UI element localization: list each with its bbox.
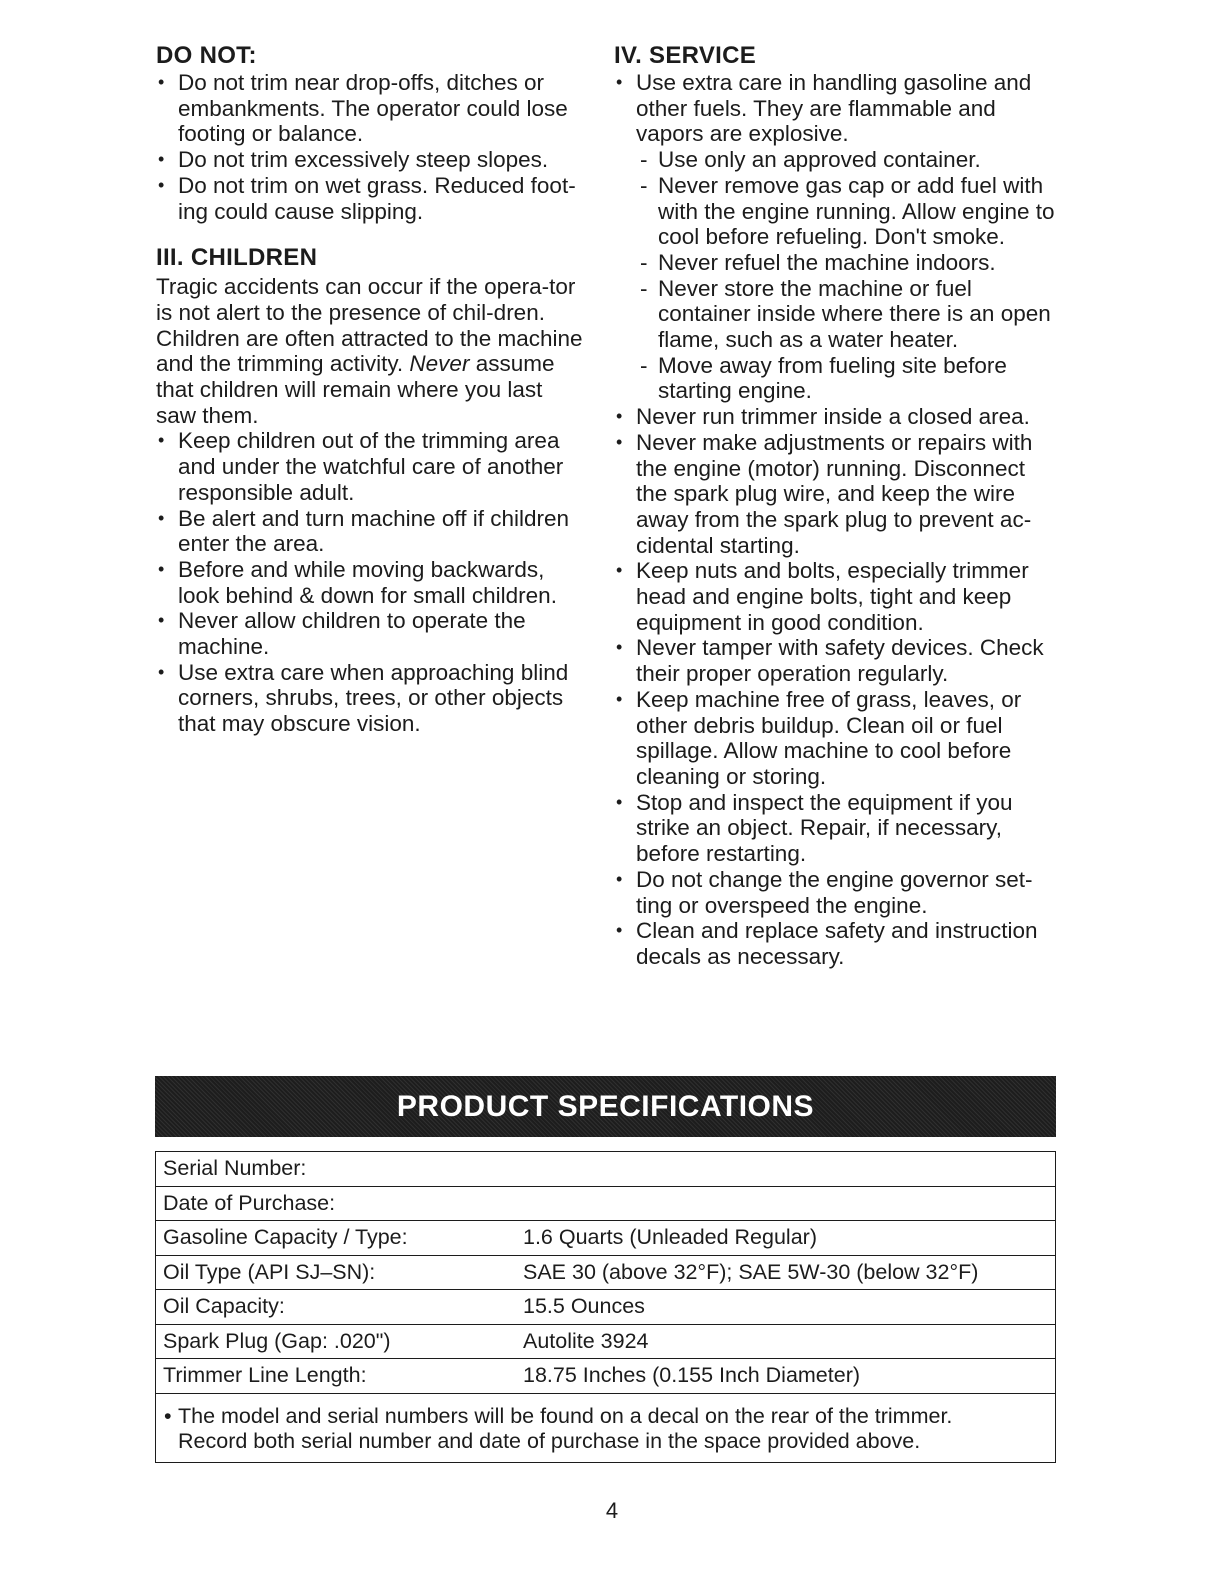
spec-value: 15.5 Ounces [523,1294,645,1319]
spec-label: Trimmer Line Length: [163,1363,367,1388]
spec-label: Spark Plug (Gap: .020") [163,1328,391,1353]
list-item: • Stop and inspect the equipment if you strike an object. Repair, if necessary, before restarting. [614,790,1060,867]
list-item: • Be alert and turn machine off if children enter the area. [156,506,586,557]
service-heading: IV. SERVICE [614,42,757,69]
sub-list-item: - Move away from fueling site before starting engine. [636,353,1060,404]
fuel-item-text: Use extra care in handling gasoline and other fuels. They are flammable and vapors are explosive. [636,70,1032,147]
specifications-banner: PRODUCT SPECIFICATIONS [155,1076,1056,1137]
fuel-sublist [636,147,1060,404]
children-intro-emphasis: Never [409,351,470,377]
children-heading: III. CHILDREN [156,244,318,272]
table-row [156,1256,1055,1291]
spec-label: Serial Number: [163,1156,307,1181]
service-list [614,70,1060,970]
list-item: • Keep machine free of grass, leaves, or other debris buildup. Clean oil or fuel spillage. Allow machine to cool before cleaning or storing. [614,687,1060,790]
sub-list-item: - Never store the machine or fuel container inside where there is an open flame, such as a water heater. [636,276,1060,353]
list-item: • Keep nuts and bolts, especially trimmer head and engine bolts, tight and keep equipment in good condition. [614,558,1060,635]
children-list [156,428,586,736]
list-item: • Do not trim near drop-offs, ditches or embankments. The operator could lose footing or balance. [156,70,586,147]
table-row [156,1325,1055,1360]
do-not-list [156,70,586,224]
table-row [156,1290,1055,1325]
right-column [614,42,1060,970]
table-row [156,1359,1055,1394]
spec-label: Date of Purchase: [163,1190,336,1215]
children-intro-text-end: assume that children will remain where you last saw them. [156,351,555,428]
spec-value: SAE 30 (above 32°F); SAE 5W-30 (below 32°F) [523,1259,979,1284]
page-number: 4 [605,1498,619,1523]
list-item: • Never make adjustments or repairs with the engine (motor) running. Disconnect the spark plug wire, and keep the wire away from the spark plug to prevent ac-cidental starting. [614,430,1060,559]
list-item: • Before and while moving backwards, look behind & down for small children. [156,557,586,608]
sub-list-item: - Never remove gas cap or add fuel with with the engine running. Allow engine to cool before refueling. Don't smoke. [636,173,1060,250]
sub-list-item: - Use only an approved container. [636,147,1060,173]
left-column [156,42,586,737]
spec-value: 18.75 Inches (0.155 Inch Diameter) [523,1363,861,1388]
note-line: Record both serial number and date of purchase in the space provided above. [178,1428,921,1453]
spec-label: Oil Capacity: [163,1294,285,1319]
specifications-table [155,1151,1056,1394]
list-item: • Never tamper with safety devices. Check their proper operation regularly. [614,635,1060,686]
spec-label: Gasoline Capacity / Type: [163,1225,408,1250]
list-item: • Never allow children to operate the machine. [156,608,586,659]
specifications-note [155,1394,1056,1463]
table-row [156,1221,1055,1256]
list-item [614,70,1060,404]
list-item: • Keep children out of the trimming area and under the watchful care of another responsible adult. [156,428,586,505]
list-item: • Never run trimmer inside a closed area. [614,404,1060,430]
note-line: • The model and serial numbers will be found on a decal on the rear of the trimmer. [164,1404,1047,1429]
spec-value: Autolite 3924 [523,1328,649,1353]
list-item: • Clean and replace safety and instruction decals as necessary. [614,918,1060,969]
spec-label: Oil Type (API SJ–SN): [163,1259,376,1284]
do-not-heading: DO NOT: [156,42,257,69]
list-item: • Use extra care when approaching blind corners, shrubs, trees, or other objects that may obscure vision. [156,660,586,737]
children-intro-text: Tragic accidents can occur if the opera-tor is not alert to the presence of chil-dren. Children are often attracted to the machine and the trimming activity. [156,274,583,377]
table-row [156,1152,1055,1187]
list-item: • Do not trim on wet grass. Reduced foot-ing could cause slipping. [156,173,586,224]
list-item: • Do not change the engine governor set-ting or overspeed the engine. [614,867,1060,918]
sub-list-item: - Never refuel the machine indoors. [636,250,1060,276]
children-intro [156,274,586,428]
list-item: • Do not trim excessively steep slopes. [156,147,586,173]
spec-value: 1.6 Quarts (Unleaded Regular) [523,1225,817,1250]
table-row [156,1187,1055,1222]
product-specifications [155,1076,1056,1463]
